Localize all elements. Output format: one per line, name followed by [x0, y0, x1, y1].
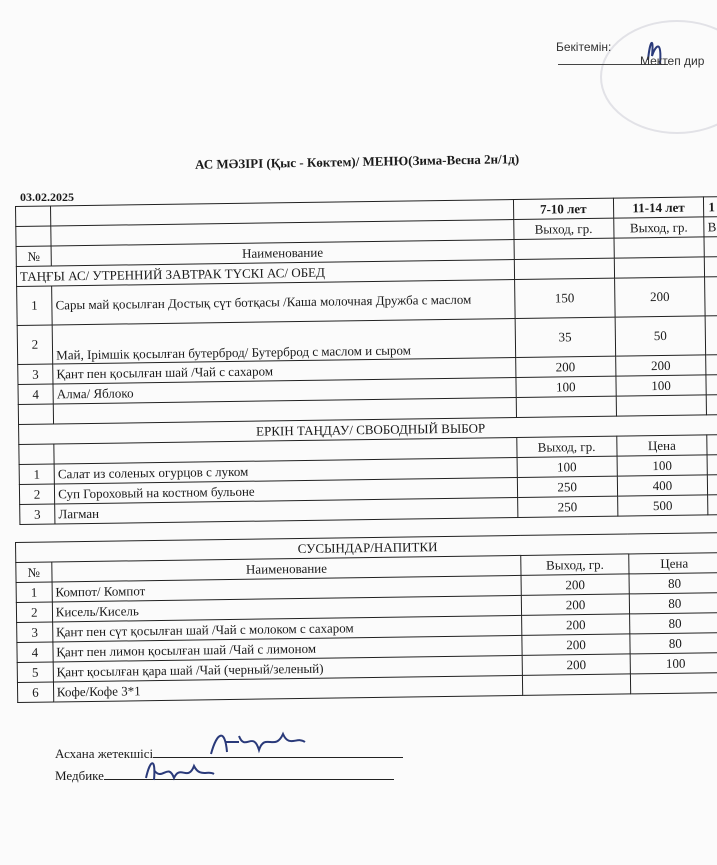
- table-row: 1 Салат из соленых огурцов с луком 100 100: [19, 455, 717, 485]
- drinks-num-header: №: [16, 562, 52, 582]
- nurse-label: Медбике: [55, 768, 104, 783]
- table-row: 5 Қант қосылған қара шай /Чай (черный/зеленый) 200 100: [17, 653, 717, 683]
- approval-label: Бекітемін:: [556, 40, 612, 54]
- age-header-3: 1: [704, 197, 717, 217]
- nurse-signature: [140, 752, 220, 788]
- name-header: Наименование: [51, 240, 514, 266]
- drinks-table: [15, 532, 717, 703]
- nurse-signature-line: [55, 768, 394, 784]
- choice-yield-header: Выход, гр.: [516, 436, 616, 457]
- table-row: 2 Кисель/Кисель 200 80: [16, 593, 717, 623]
- age-header-2: 11-14 лет: [613, 197, 704, 218]
- table-row: 3 Қант пен қосылған шай /Чай с сахаром 200 200: [18, 355, 717, 385]
- table-row: 3 Қант пен сүт қосылған шай /Чай с молоком с сахаром 200 80: [17, 613, 717, 643]
- approval-school: Мектеп дир: [640, 54, 705, 68]
- yield-header-3: В: [704, 217, 717, 237]
- page-title: АС МӘЗІРІ (Қыс - Көктем)/ МЕНЮ(Зима-Весна 2н/1д): [194, 151, 520, 172]
- table-row: 2 Май, Ірімшік қосылған бутерброд/ Бутерброд с маслом и сыром 35 50: [17, 316, 717, 365]
- num-header: №: [16, 246, 51, 266]
- table-row: 1 Сары май қосылған Достық сүт ботқасы /Каша молочная Дружба с маслом 150 200: [17, 277, 717, 326]
- table-row: 1 Компот/ Компот 200 80: [16, 573, 717, 603]
- table-row: 4 Алма/ Яблоко 100 100: [18, 375, 717, 405]
- table-row: 3 Лагман 250 500: [20, 495, 717, 525]
- drinks-name-header: Наименование: [52, 555, 522, 582]
- choice-price-header: Цена: [616, 435, 707, 456]
- breakfast-section-title: ТАҢҒЫ АС/ УТРЕННИЙ ЗАВТРАК ТҮСКІ АС/ ОБЕД: [16, 260, 514, 287]
- drinks-section-title: СУСЫНДАР/НАПИТКИ: [16, 533, 717, 563]
- table-row: 4 Қант пен лимон қосылған шай /Чай с лимоном 200 80: [17, 633, 717, 663]
- yield-header-2: Выход, гр.: [613, 217, 704, 238]
- table-row: 2 Суп Гороховый на костном бульоне 250 400: [19, 475, 717, 505]
- age-header-1: 7-10 лет: [513, 198, 613, 219]
- drinks-yield-header: Выход, гр.: [521, 554, 629, 575]
- menu-date: 03.02.2025: [20, 190, 74, 204]
- drinks-price-header: Цена: [629, 553, 717, 574]
- head-cook-label: Асхана жетекшісі: [55, 746, 154, 761]
- table-row: 6 Кофе/Кофе 3*1: [17, 673, 717, 703]
- main-menu-table: [15, 196, 717, 525]
- choice-section-title: ЕРКІН ТАҢДАУ/ СВОБОДНЫЙ ВЫБОР: [19, 415, 717, 445]
- head-cook-signature: [205, 722, 315, 762]
- yield-header-1: Выход, гр.: [513, 218, 613, 239]
